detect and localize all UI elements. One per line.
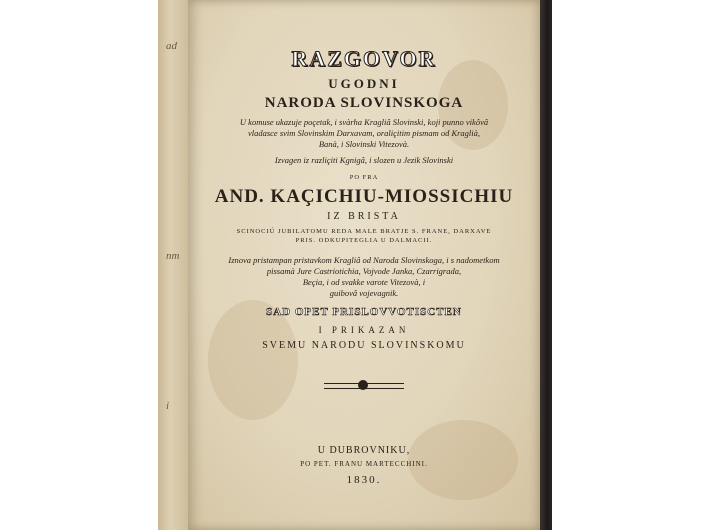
imprint-year: 1830. bbox=[346, 474, 382, 486]
prev-page-fragment: ad bbox=[166, 40, 177, 52]
description-line: U komuse ukazuje poçetak, i svàrha Kragliâ Slovinski, koji punno vikôvâ bbox=[239, 117, 489, 127]
reprint-line: Iznova pristampan pristavkom Kragliâ od Naroda Slovinskoga, i s nadometkom bbox=[228, 255, 500, 265]
reprint-line: pissamà Jure Castriotichia, Vojvode Janka, Czarrigrada, bbox=[266, 266, 462, 276]
author-origin: IZ BRISTA bbox=[327, 211, 401, 222]
author-name: AND. KAÇICHIU-MIOSSICHIU bbox=[214, 186, 514, 207]
imprint-printer: PO PET. FRANU MARTECCHINI. bbox=[300, 460, 428, 468]
title-page bbox=[188, 0, 540, 530]
order-line: PRIS. ODKUPITEGLIA U DALMACII. bbox=[295, 237, 433, 244]
reprint-line: Beçia, i od svakke varote Vitezovà, i bbox=[302, 277, 426, 287]
description-line: vladasce svim Slovinskim Darxavam, oraliçitim pismam od Kraglià, bbox=[247, 128, 481, 138]
order-line: SCINOCIÚ JUBILATOMU REDA MALE BRATJE S. FRANE, DARXAVE bbox=[236, 228, 492, 235]
title-ugodni: UGODNI bbox=[328, 76, 400, 91]
reprint-line: guibovâ vojevagnik. bbox=[329, 288, 399, 298]
title-naroda: NARODA SLOVINSKOGA bbox=[264, 95, 464, 111]
imprint-place: U DUBROVNIKU, bbox=[317, 445, 411, 456]
title-main: RAZGOVOR bbox=[291, 46, 437, 71]
ornament-rule bbox=[324, 383, 404, 389]
previous-page-edge bbox=[158, 0, 189, 530]
po-fra: PO FRA bbox=[349, 174, 379, 181]
prev-page-fragment: i bbox=[166, 400, 170, 412]
paper-stain bbox=[208, 300, 298, 420]
source-line: Izvagen iz razliçiti Kgnigâ, i slozen u Jezik Slovinski bbox=[274, 155, 454, 165]
prikazan: I PRIKAZAN bbox=[318, 325, 410, 335]
prev-page-fragment: nm bbox=[166, 250, 180, 262]
description-line: Banà, i Slovinski Vitezovà. bbox=[318, 139, 410, 149]
sad-opet: SAD OPET PRISLOVVOTISCTEN bbox=[266, 306, 462, 318]
book-cover-edge bbox=[540, 0, 552, 530]
svemu-narodu: SVEMU NARODU SLOVINSKOMU bbox=[262, 340, 466, 351]
